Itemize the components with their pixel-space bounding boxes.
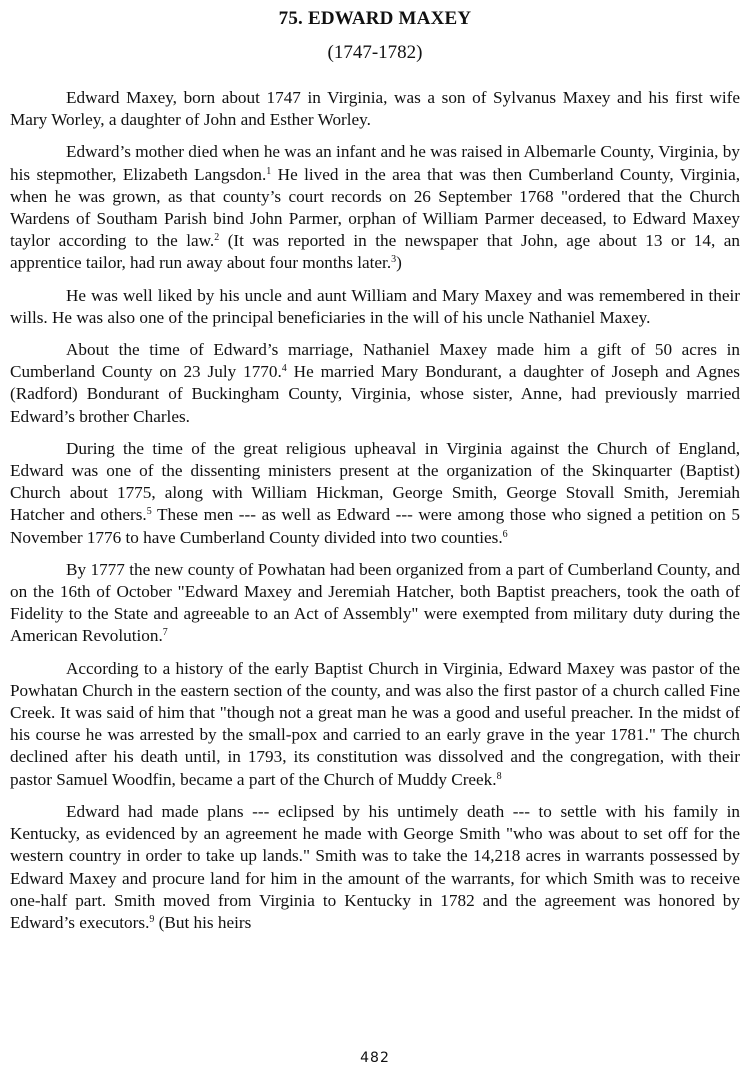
text-run: According to a history of the early Baptist Church in Virginia, Edward Maxey was pastor of the Powhatan Church in the eastern section of the county, and was also the first pastor of a church called Fine Creek. It was said of him that "though not a great man he was a good and useful preacher. In the midst of his course he was arrested by the small-pox and carried to an early grave in the year 1781." The church declined after his death until, in 1793, its constitution was dissolved and the congregation, with their pastor Samuel Woodfin, became a part of the Church of Muddy Creek. [10,658,740,789]
chapter-title: 75. EDWARD MAXEY [278,8,472,29]
text-run: ) [396,253,402,273]
paragraph-church-history [10,658,740,791]
text-run: By 1777 the new county of Powhatan had been organized from a part of Cumberland County, and on the 16th of October "Edward Maxey and Jeremiah Hatcher, both Baptist preachers, took the oath of Fidelity to the State and agreeable to an Act of Assembly" were exempted from military duty during the American Revolution. [10,559,740,646]
text-run: He lived in the area that was then Cumberland County, Virginia, when he was grown, as that county’s court records on 26 September 1768 "ordered that the Church Wardens of Southam Parish bind John Parmer, orphan of William Parmer deceased, to Edward Maxey taylor according to the law. [10,164,740,251]
paragraph-ministry [10,438,740,549]
footnote-ref: 9 [149,913,155,925]
body-text [10,87,740,944]
text-run: (But his heirs [154,912,252,932]
text-run: During the time of the great religious upheaval in Virginia against the Church of England, Edward was one of the dissenting ministers present at the organization of the Skinquarter (Baptist) Church about 1775, along with William Hickman, George Smith, George Stovall Smith, Jeremiah Hatcher and others. [10,438,740,525]
page-number: 482 [360,1050,390,1066]
footnote-ref: 2 [214,232,220,244]
text-run: About the time of Edward’s marriage, Nathaniel Maxey made him a gift of 50 acres in Cumberland County on 23 July 1770. [10,340,740,382]
document-page [10,0,740,1076]
paragraph-kentucky-plans [10,801,740,934]
footnote-ref: 4 [281,363,287,375]
paragraph-marriage [10,339,740,428]
footnote-ref: 6 [502,528,508,540]
text-run: Edward’s mother died when he was an infant and he was raised in Albemarle County, Virginia, by his stepmother, Elizabeth Langsdon. [10,142,740,184]
footnote-ref: 7 [162,627,168,639]
text-run: Edward Maxey, born about 1747 in Virginia, was a son of Sylvanus Maxey and his first wife Mary Worley, a daughter of John and Esther Worley. [10,88,740,130]
text-run: He married Mary Bondurant, a daughter of Joseph and Agnes (Radford) Bondurant of Buckingham County, Virginia, whose sister, Anne, had previously married Edward’s brother Charles. [10,362,740,426]
paragraph-upbringing [10,141,740,274]
paragraph-relatives [10,285,740,329]
text-run: These men --- as well as Edward --- were among those who signed a petition on 5 November 1776 to have Cumberland County divided into two counties. [10,505,740,547]
text-run: (It was reported in the newspaper that John, age about 13 or 14, an apprentice tailor, had run away about four months later. [10,231,741,273]
footnote-ref: 3 [391,254,397,266]
paragraph-birth [10,87,740,131]
paragraph-revolution [10,559,740,648]
footnote-ref: 5 [146,506,152,518]
life-dates: (1747-1782) [327,42,423,63]
footnote-ref: 8 [496,770,502,782]
footnote-ref: 1 [266,165,272,177]
text-run: He was well liked by his uncle and aunt William and Mary Maxey and was remembered in their wills. He was also one of the principal beneficiaries in the will of his uncle Nathaniel Maxey. [10,285,740,327]
text-run: Edward had made plans --- eclipsed by his untimely death --- to settle with his family in Kentucky, as evidenced by an agreement he made with George Smith "who was about to set off for the western country in order to take up lands." Smith was to take the 14,218 acres in warrants possessed by Edward Maxey and procure land for him in the amount of the warrants, for which Smith was to receive one-half part. Smith moved from Virginia to Kentucky in 1782 and the agreement was honored by Edward’s executors. [10,801,740,932]
